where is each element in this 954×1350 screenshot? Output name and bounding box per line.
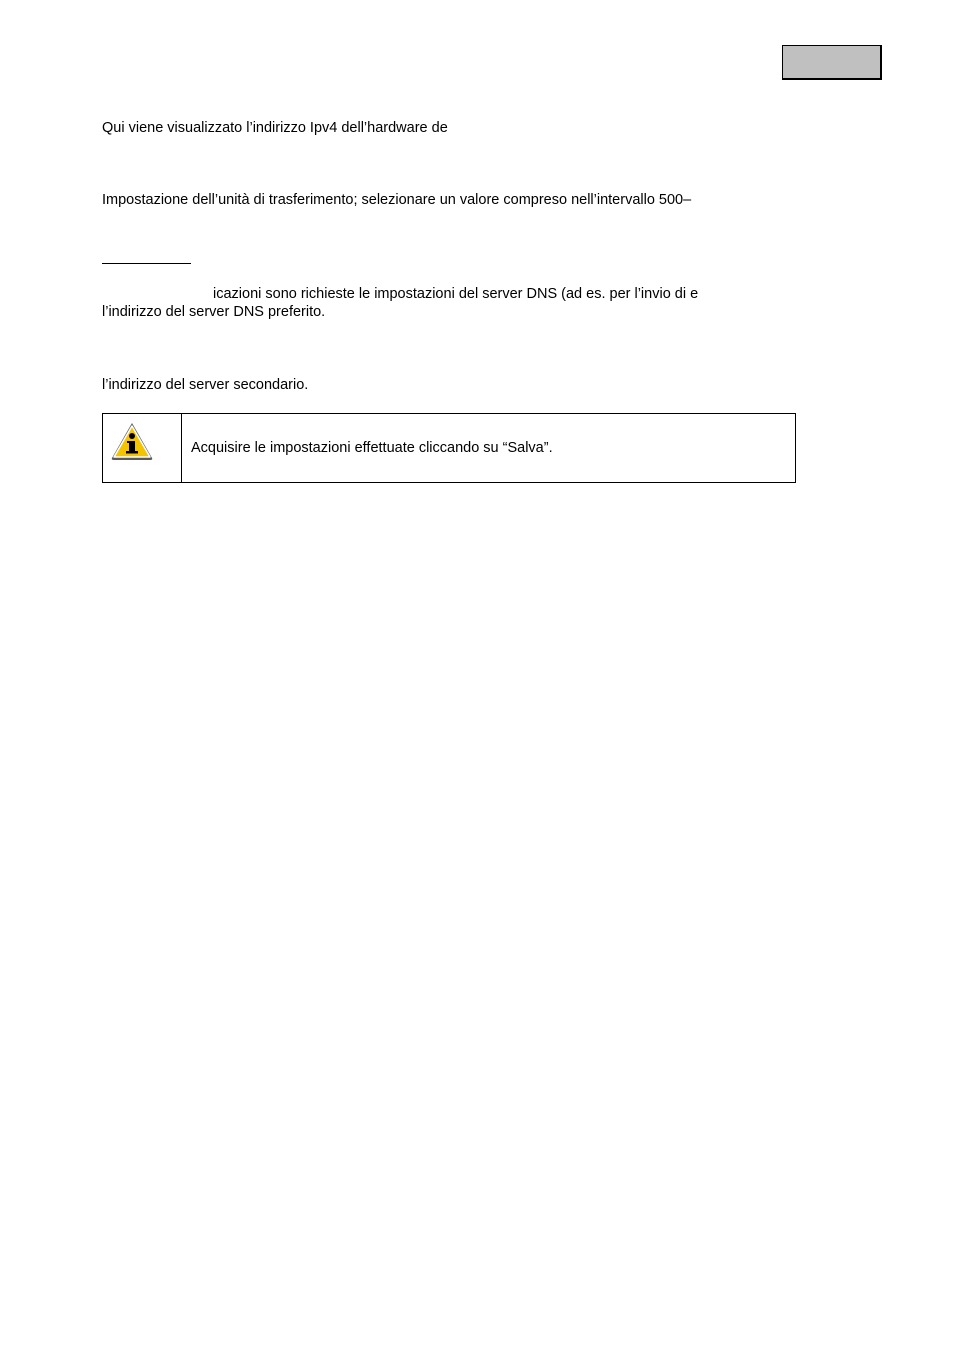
note-icon-cell bbox=[103, 414, 182, 482]
note-text: Acquisire le impostazioni effettuate cliccando su “Salva”. bbox=[191, 440, 553, 456]
note-box bbox=[102, 413, 796, 483]
paragraph-dns-preferred: l’indirizzo del server DNS preferito. bbox=[102, 304, 326, 320]
heading-underline bbox=[102, 263, 191, 264]
paragraph-mtu: Impostazione dell’unità di trasferimento; selezionare un valore compreso nell’intervallo 500– bbox=[102, 192, 692, 208]
paragraph-ipv4-hardware: Qui viene visualizzato l’indirizzo Ipv4 dell’hardware de bbox=[102, 120, 448, 136]
language-tab bbox=[782, 45, 882, 80]
info-warning-icon bbox=[110, 421, 154, 461]
paragraph-dns-secondary: l’indirizzo del server secondario. bbox=[102, 377, 309, 393]
paragraph-dns-intro: icazioni sono richieste le impostazioni del server DNS (ad es. per l’invio di e bbox=[213, 286, 699, 302]
